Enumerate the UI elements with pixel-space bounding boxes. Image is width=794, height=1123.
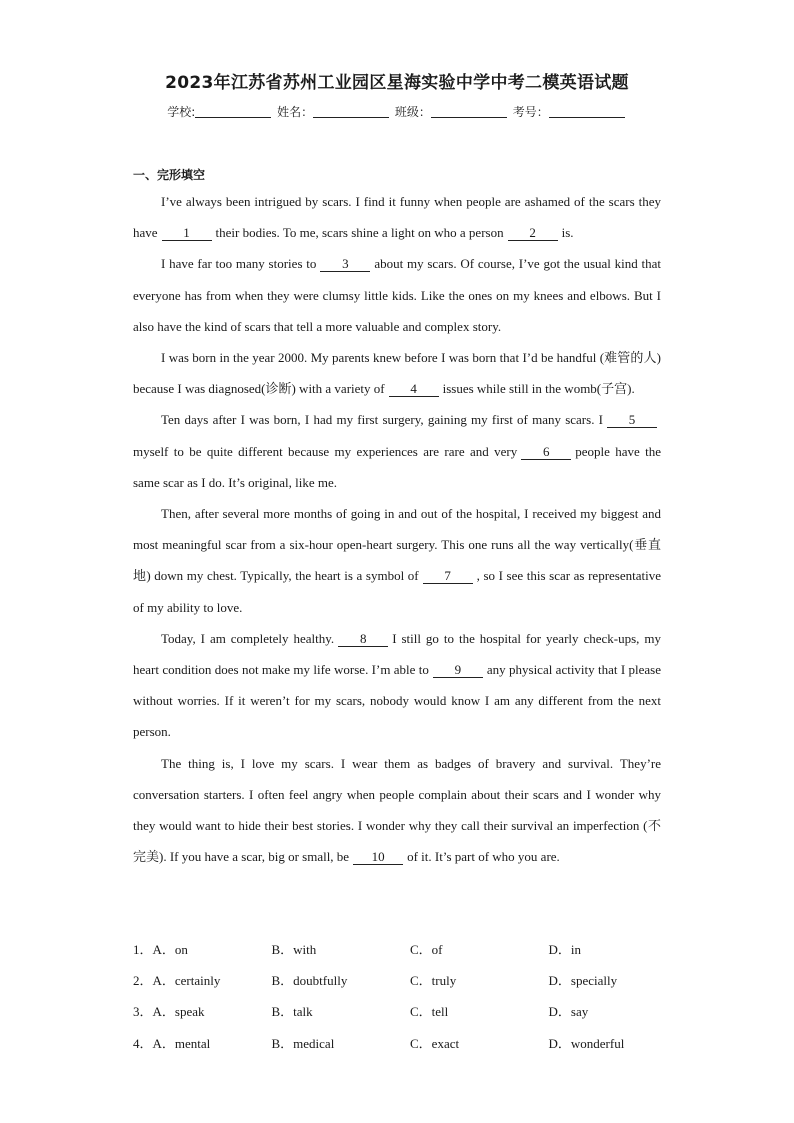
option-c[interactable]: C．of [410,942,443,957]
question-2-options [133,965,693,996]
text: I was born in the year 2000. My parents knew before I was born that I’d be handful (难管的人) because I was diagnosed(诊断) with a variety of [133,350,661,397]
name-field[interactable] [313,105,389,118]
blank-1: 1 [162,226,212,241]
page-title: 2023年江苏省苏州工业园区星海实验中学中考二模英语试题 [165,73,629,93]
text: about my scars. Of course, I’ve got the usual kind that everyone has from when they were clumsy little kids. Like the ones on my knees and elbows. But I also have the kind of scars that tell a more valuable and complex story. [133,256,661,334]
school-field[interactable] [195,105,271,118]
text: of it. It’s part of who you are. [407,849,560,865]
blank-7: 7 [423,569,473,584]
text: myself to be quite different because my experiences are rare and very [133,443,518,459]
option-a[interactable]: 2．A．certainly [133,973,221,989]
blank-10: 10 [353,850,403,865]
text: is. [561,225,574,241]
text: The thing is, I love my scars. I wear them as badges of bravery and survival. They’re conversation starters. I often feel angry when people complain about their scars and I wonder why they would want to hide their best stories. I wonder why they call their survival an imperfection (不完美). If you have a scar, big or small, be [133,755,661,865]
blank-5: 5 [607,413,657,428]
option-c[interactable]: C．exact [410,1035,460,1051]
option-d[interactable]: D．in [548,942,582,957]
blank-9: 9 [433,663,483,678]
text: people have the same scar as I do. It’s original, like me. [133,443,662,490]
section-heading: 一、完形填空 [133,168,206,182]
option-c[interactable]: C．tell [410,1004,449,1020]
class-field[interactable] [431,105,507,118]
option-b[interactable]: B．talk [271,1004,313,1020]
paragraph-3 [133,342,661,404]
option-a[interactable]: 1．A．on [133,942,188,957]
text: Ten days after I was born, I had my first surgery, gaining my first of many scars. I [161,412,603,428]
option-a[interactable]: 4．A．mental [133,1035,211,1051]
paragraph-2 [133,248,661,342]
text: I’ve always been intrigued by scars. I find it funny when people are ashamed of the scars they have [133,194,661,241]
paragraph-7 [133,748,661,873]
text: I have far too many stories to [161,256,317,272]
blank-6: 6 [521,445,571,460]
text: , so I see this scar as representative of my ability to love. [133,568,661,615]
paragraph-5 [133,498,661,623]
student-info [0,103,794,120]
option-b[interactable]: B．doubtfully [271,973,348,989]
blank-3: 3 [320,257,370,272]
school-label: 学校: [167,105,196,119]
exam-number-field[interactable] [549,105,625,118]
option-a[interactable]: 3．A．speak [133,1004,205,1020]
text: Then, after several more months of going in and out of the hospital, I received my biggest and most meaningful scar from a six-hour open-heart surgery. This one runs all the way vertically(垂直地) down my chest. Typically, the heart is a symbol of [133,506,661,584]
question-3-options [133,996,693,1027]
option-d[interactable]: D．specially [548,973,618,989]
text: any physical activity that I please without worries. If it weren’t for my scars, nobody would know I am any different from the next person. [133,662,661,740]
blank-8: 8 [338,632,388,647]
blank-4: 4 [389,382,439,397]
text: issues while still in the womb(子宫). [442,381,635,397]
option-c[interactable]: C．truly [410,973,457,989]
option-b[interactable]: B．medical [271,1035,335,1051]
question-4-options [133,1028,693,1059]
name-label: 姓名： [277,105,314,119]
text: I still go to the hospital for yearly check-ups, my heart condition does not make my life worse. I’m able to [133,630,661,678]
text: Today, I am completely healthy. [161,630,335,646]
cloze-passage [133,186,661,872]
option-b[interactable]: B．with [271,942,317,957]
exam-number-label: 考号： [512,105,549,119]
text: their bodies. To me, scars shine a light on who a person [215,225,504,241]
answer-options [133,934,693,1059]
option-d[interactable]: D．say [548,1004,589,1020]
paragraph-4 [133,404,661,498]
class-label: 班级： [394,105,431,119]
paragraph-1 [133,186,661,248]
question-1-options [133,934,693,965]
paragraph-6 [133,623,661,748]
blank-2: 2 [508,226,558,241]
option-d[interactable]: D．wonderful [548,1035,625,1051]
